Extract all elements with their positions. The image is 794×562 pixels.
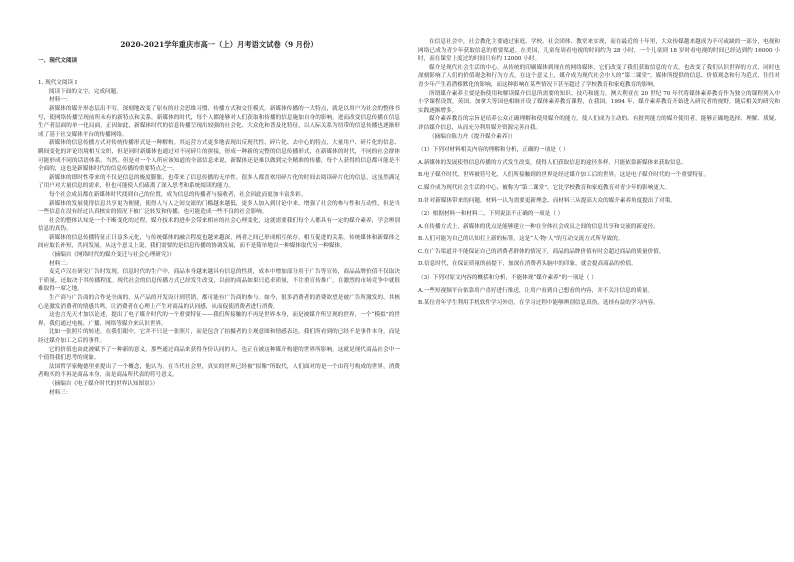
answer-option: D.针对新媒体带来的问题，材料一认为需要更新理念，而材料三从提高大众的媒介素养角度提出了对策。 xyxy=(418,197,676,204)
page-title: 2020-2021学年重庆市高一（上）月考语文试卷（9 月份） xyxy=(120,40,318,49)
paragraph: 材料三： xyxy=(49,389,72,396)
paragraph: 在信息社会中，社会教化主要通过家庭、学校、社会团体、教堂来实现，而在最近的十年里，大众传媒越来越成为不可或缺的一部分，电视和网络已成为青少年获取信息的重要渠道。在美国，儿童每周看电视的时间约为 28 小时，一个儿童到 18 岁时看电视的时间已经达到约 16000 小时，而在课堂上度过的时间只有约 12000 小时。 xyxy=(418,39,780,63)
paragraph: 新媒体的即时性带来的不仅是信息的极度膨胀，也带来了信息传播的无序性。很多人都喜欢用碎片化的时间去阅读碎片化的信息，这虽然满足了用户对大量信息的需求，但也可能使人们疏离了深入思考和系统阅读的能力。 xyxy=(38,174,400,190)
question-text: （2）根据材料一和材料二，下列说法不正确的一项是（ ） xyxy=(418,211,564,218)
answer-option: A.在传播方式上，新媒体的优点是能够建立一种在全体社会成员之间的信息共享和交流的新途径。 xyxy=(418,223,659,230)
paragraph: 比如一张照片的转述，在我们眼中，它并不只是一张照片，而是包含了拍摄者的主观意图和情感表达，我们所看到的已经不是事件本身，而是经过媒介加工之后的事件。 xyxy=(38,329,400,344)
paragraph: 生产商与广告商的合作是全面的，从产品的开发设计到营销，都可能有广告商的参与。如今，很多消费者的消费欲望是被广告所激发的，其核心是激发消费者的情感共鸣，让消费者在心理上产生对商品的认同感，从而促使消费者进行消费。 xyxy=(38,295,400,310)
section-heading: 一、现代文阅读 xyxy=(38,57,78,64)
paragraph: 新媒体的信息传播特征正日益多元化，与传统媒体的融合程度也越来越深，两者之间已形成相互依存、相互促进的关系。传统媒体和新媒体之间应取长补短，共同发展。从这个意义上说，我们需要的是信息传播的协调发展，而不是简单地以一种媒体取代另一种媒体。 xyxy=(38,234,400,250)
paragraph: 每个社会成员都在新媒体时代找到自己的位置，成为信息的传播者与接收者，社会因此而更加丰富多彩。 xyxy=(49,191,307,198)
answer-option: A.新媒体的发展使得信息传播的方式发生改变，使得人们获取信息的途径多样，只能依靠新媒体来获取信息。 xyxy=(418,159,687,166)
paragraph: 法国哲学家鲍德里亚提出了一个概念，他认为，在当代社会里，真实的世界已经被“拟像”所取代，人们面对的是一个由符号构成的世界，消费者购买的不再是商品本身，而是商品所代表的符号意义。 xyxy=(38,363,400,379)
answer-option: B.人们可能为自己的认知打上新的标签，这是“人·物·人”的互动交流方式所导致的。 xyxy=(418,236,624,243)
paragraph: 阅读下面的文字，完成问题。 xyxy=(49,88,122,95)
right-column xyxy=(418,38,780,308)
answer-option: C.在广告渠道并不能保证自己的消费者群体的情况下，商品的品牌价值有时会超过商品的质量价值。 xyxy=(418,248,665,255)
paragraph: 新媒体的媒介形态层出不穷，深刻地改变了原有的社会思维习惯、传播方式和交往模式。新媒体传播的一大特点，就是以用户为社会的整体书写，使网络传播呈现前所未有的新特点和关系。新媒体的时代，每个人都能够对人们获取和传播的信息施加自身的影响，进而改变信息传播在信息生产者层面的单一化局面，正因如此，新媒体时代的信息传播呈现出较强的社会化、大众化和普及化特征，以人际关系为纽带的信息传播也逐渐形成了基于社交媒体平台的传播网络。 xyxy=(38,105,400,138)
answer-option: B.电子媒介时代，世界被符号化，人们所接触到的世界是经过媒介加工后的世界，这是电子媒介时代的一个重要特征。 xyxy=(418,172,710,179)
source-note: （摘编自《网络时代的媒介变迁与社会心理研究》） xyxy=(49,252,175,259)
spacer xyxy=(38,71,400,79)
paragraph: 麦克卢汉在研究广告时发现，信息时代的生产中，商品本身越来越具有信息的性质，成本中增加部分用于广告等宣传，商品品牌价值不仅取决于质量，还取决于其传播程度。现代社会的信息传播方式已经发生改变，以前的商品如果只追求质量，不注重宣传推广，在激烈的市场竞争中就很难取得一席之地。 xyxy=(38,269,400,293)
paragraph: 所谓媒介素养主要是指使用和解读媒介信息所需要的知识、技巧和能力。澳大利亚在 20 世纪 70 年代将媒体素养教育作为独立的课程列入中小学课程设置，英国、加拿大等国也相继开设了媒体素养教育课程，在我国，1994 年，媒介素养教育开始进入研究者的视野，随后相关的研究和实践逐渐增多。 xyxy=(418,90,780,114)
left-column xyxy=(38,34,400,397)
paragraph: 这也言光天才加以论述，提出了电子媒介时代的一个重要特征——我们所接触的不再是世界本身，而是被媒介所呈现的世界，一个“模拟”的世界，我们通过电视、广播、网络等媒介来认识世界。 xyxy=(38,312,400,327)
paragraph: 新媒体的发展使得信息共享更为便捷，使得人与人之间交流的门槛越来越低，更多人加入到讨论中来，增强了社会的参与性和互动性，但是当一些信息在没有经过认真核实的情况下被广泛转发和传播，也可能造成一些不良的社会影响。 xyxy=(38,200,400,216)
paragraph: 社会的整体认知是一个不断变化的过程，媒介技术的进步会带来相应的社会心理变化，这就需要我们每个人都具有一定的媒介素养，学会辨别信息的真伪。 xyxy=(38,217,400,233)
answer-option: A.一些短视频平台依靠用户喜好进行推送，让用户看到自己想看的内容，并不关注信息的质量。 xyxy=(418,287,654,294)
source-note: （摘编自陈力丹《提升媒介素养》） xyxy=(429,133,516,140)
paragraph: 材料一： xyxy=(49,97,72,104)
source-note: （摘编自《电子媒介时代的世界认知图景》） xyxy=(49,380,159,387)
paragraph: 新媒体的信息传播方式对传统传播形式是一种解构。其运营方式更多地表现出反现代性、碎片化、去中心的特点，大量用户、碎片化的信息、瞬间变化的评论语境相互交织，但是同时新媒体也通过对不同碎片的拼接，形成一种新的完整的信息传播形式，在新媒体的时代，不同的社会群体可能形成不同的话语体系。当然，但是对一个人所应该知道的全部信息来说，新媒体还是难以做到完全精准的传播，每个人获得的信息都可能是不全面的，这也是新媒体时代的信息传播的重要特点之一。 xyxy=(38,140,400,173)
answer-option: C.媒介成为现代社会生活的中心，被称为“第二课堂”，它比学校教育和家庭教育对青少年的影响更大。 xyxy=(418,184,671,191)
paragraph: 它的价值也由此被赋予了一种新的意义，那些通过商品来获得身份认同的人，也正在被这种媒介构建的世界所影响，这就是现代商品社会中一个值得我们思考的现象。 xyxy=(38,346,400,362)
paragraph: 媒介是现代社会生活的中心，从传统的印刷媒体到现在的网络媒体，它们改变了我们获取信息的方式，也改变了我们认识世界的方式，同时也深刻影响了人们的价值观念和行为方式。在这个意义上，媒介成为现代社会中人的“第二课堂”。媒体所提供的信息、价值观念和行为范式，往往对青少年产生着潜移默化的影响，而这种影响在某些情况下甚至超过了学校教育和家庭教育的影响。 xyxy=(418,64,780,88)
paragraph: 1. 现代文阅读 I xyxy=(38,80,78,87)
answer-option: B.某位青年学生利用手机软件学习外语，在学习过程中能够辨别信息真伪，选择有益的学习内容。 xyxy=(418,300,659,307)
question-text: （3）下列对原文内容的概括和分析，不能体现“媒介素养”的一项是（ ） xyxy=(418,275,597,282)
paragraph: 媒介素养教育的宗旨是培养公众正确理解和使用媒介的能力，使人们成为主动的、有批判能力的媒介使用者，能够正确地选择、理解、质疑、评估媒介信息，从而充分利用媒介资源完善自我。 xyxy=(418,116,780,131)
answer-option: D.信息时代，在保证质量的前提下，加深在消费者头脑中的印象，就会提高商品的价值。 xyxy=(418,261,637,268)
question-text: （1）下列对材料相关内容的理解和分析，正确的一项是（ ） xyxy=(418,147,569,154)
paragraph: 材料二： xyxy=(49,260,72,267)
